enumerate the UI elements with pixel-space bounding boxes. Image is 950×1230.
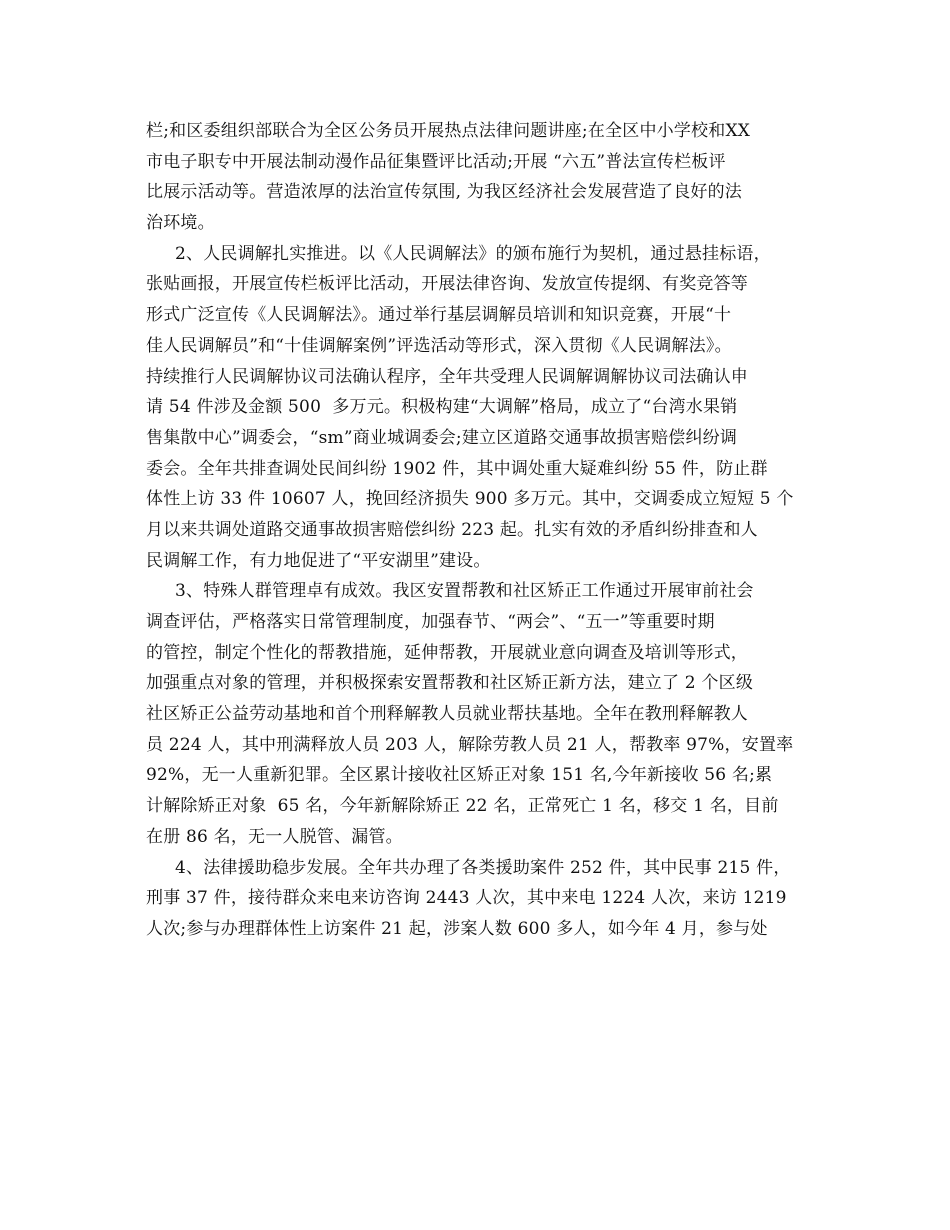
- text-line: 人次;参与办理群体性上访案件 21 起，涉案人数 600 多人，如今年 4 月，参与处: [146, 918, 768, 939]
- text-line: 3、特殊人群管理卓有成效。我区安置帮教和社区矫正工作通过开展审前社会: [175, 581, 754, 602]
- text-line: 佳人民调解员”和“十佳调解案例”评选活动等形式，深入贯彻《人民调解法》。: [146, 335, 732, 356]
- text-line: 4、法律援助稳步发展。全年共办理了各类援助案件 252 件，其中民事 215 件，: [175, 857, 791, 878]
- text-line: 社区矫正公益劳动基地和首个刑释解教人员就业帮扶基地。全年在教刑释解教人: [146, 704, 748, 725]
- text-line: 民调解工作，有力地促进了“平安湖里”建设。: [146, 550, 491, 571]
- text-line: 请 54 件涉及金额 500 多万元。积极构建“大调解”格局，成立了“台湾水果销: [146, 397, 738, 418]
- text-line: 加强重点对象的管理，并积极探索安置帮教和社区矫正新方法，建立了 2 个区级: [146, 673, 754, 694]
- text-line: 栏;和区委组织部联合为全区公务员开展热点法律问题讲座;在全区中小学校和XX: [146, 121, 751, 141]
- text-line: 计解除矫正对象 65 名，今年新解除矫正 22 名，正常死亡 1 名，移交 1 名，目前: [146, 796, 779, 817]
- text-line: 治环境。: [146, 213, 215, 234]
- text-line: 2、人民调解扎实推进。以《人民调解法》的颁布施行为契机，通过悬挂标语，: [175, 243, 771, 264]
- text-line: 形式广泛宣传《人民调解法》。通过举行基层调解员培训和知识竞赛，开展“十: [146, 305, 732, 326]
- text-line: 92%，无一人重新犯罪。全区累计接收社区矫正对象 151 名,今年新接收 56 名;累: [146, 765, 773, 786]
- text-line: 月以来共调处道路交通事故损害赔偿纠纷 223 起。扎实有效的矛盾纠纷排查和人: [146, 519, 758, 540]
- text-line: 持续推行人民调解协议司法确认程序，全年共受理人民调解调解协议司法确认申: [146, 366, 748, 387]
- text-line: 调查评估，严格落实日常管理制度，加强春节、“两会”、“五一”等重要时期: [146, 612, 715, 632]
- text-line: 委会。全年共排查调处民间纠纷 1902 件，其中调处重大疑难纠纷 55 件，防止群: [146, 458, 768, 479]
- text-line: 比展示活动等。营造浓厚的法治宣传氛围, 为我区经济社会发展营造了良好的法: [146, 182, 743, 203]
- text-line: 张贴画报，开展宣传栏板评比活动，开展法律咨询、发放宣传提纲、有奖竞答等: [146, 274, 748, 295]
- text-line: 员 224 人，其中刑满释放人员 203 人，解除劳教人员 21 人，帮教率 97%，安置率: [146, 734, 794, 755]
- document-body: [146, 116, 816, 945]
- text-line: 在册 86 名，无一人脱管、漏管。: [146, 826, 403, 847]
- text-line: 售集散中心”调委会，“sm”商业城调委会;建立区道路交通事故损害赔偿纠纷调: [146, 427, 738, 448]
- text-line: 的管控，制定个性化的帮教措施，延伸帮教，开展就业意向调查及培训等形式，: [146, 642, 748, 663]
- text-line: 市电子职专中开展法制动漫作品征集暨评比活动;开展 “六五”普法宣传栏板评: [146, 151, 726, 172]
- text-line: 刑事 37 件，接待群众来电来访咨询 2443 人次，其中来电 1224 人次，来访 1219: [146, 888, 787, 909]
- text-line: 体性上访 33 件 10607 人，挽回经济损失 900 多万元。其中，交调委成立短短 5 个: [146, 489, 794, 510]
